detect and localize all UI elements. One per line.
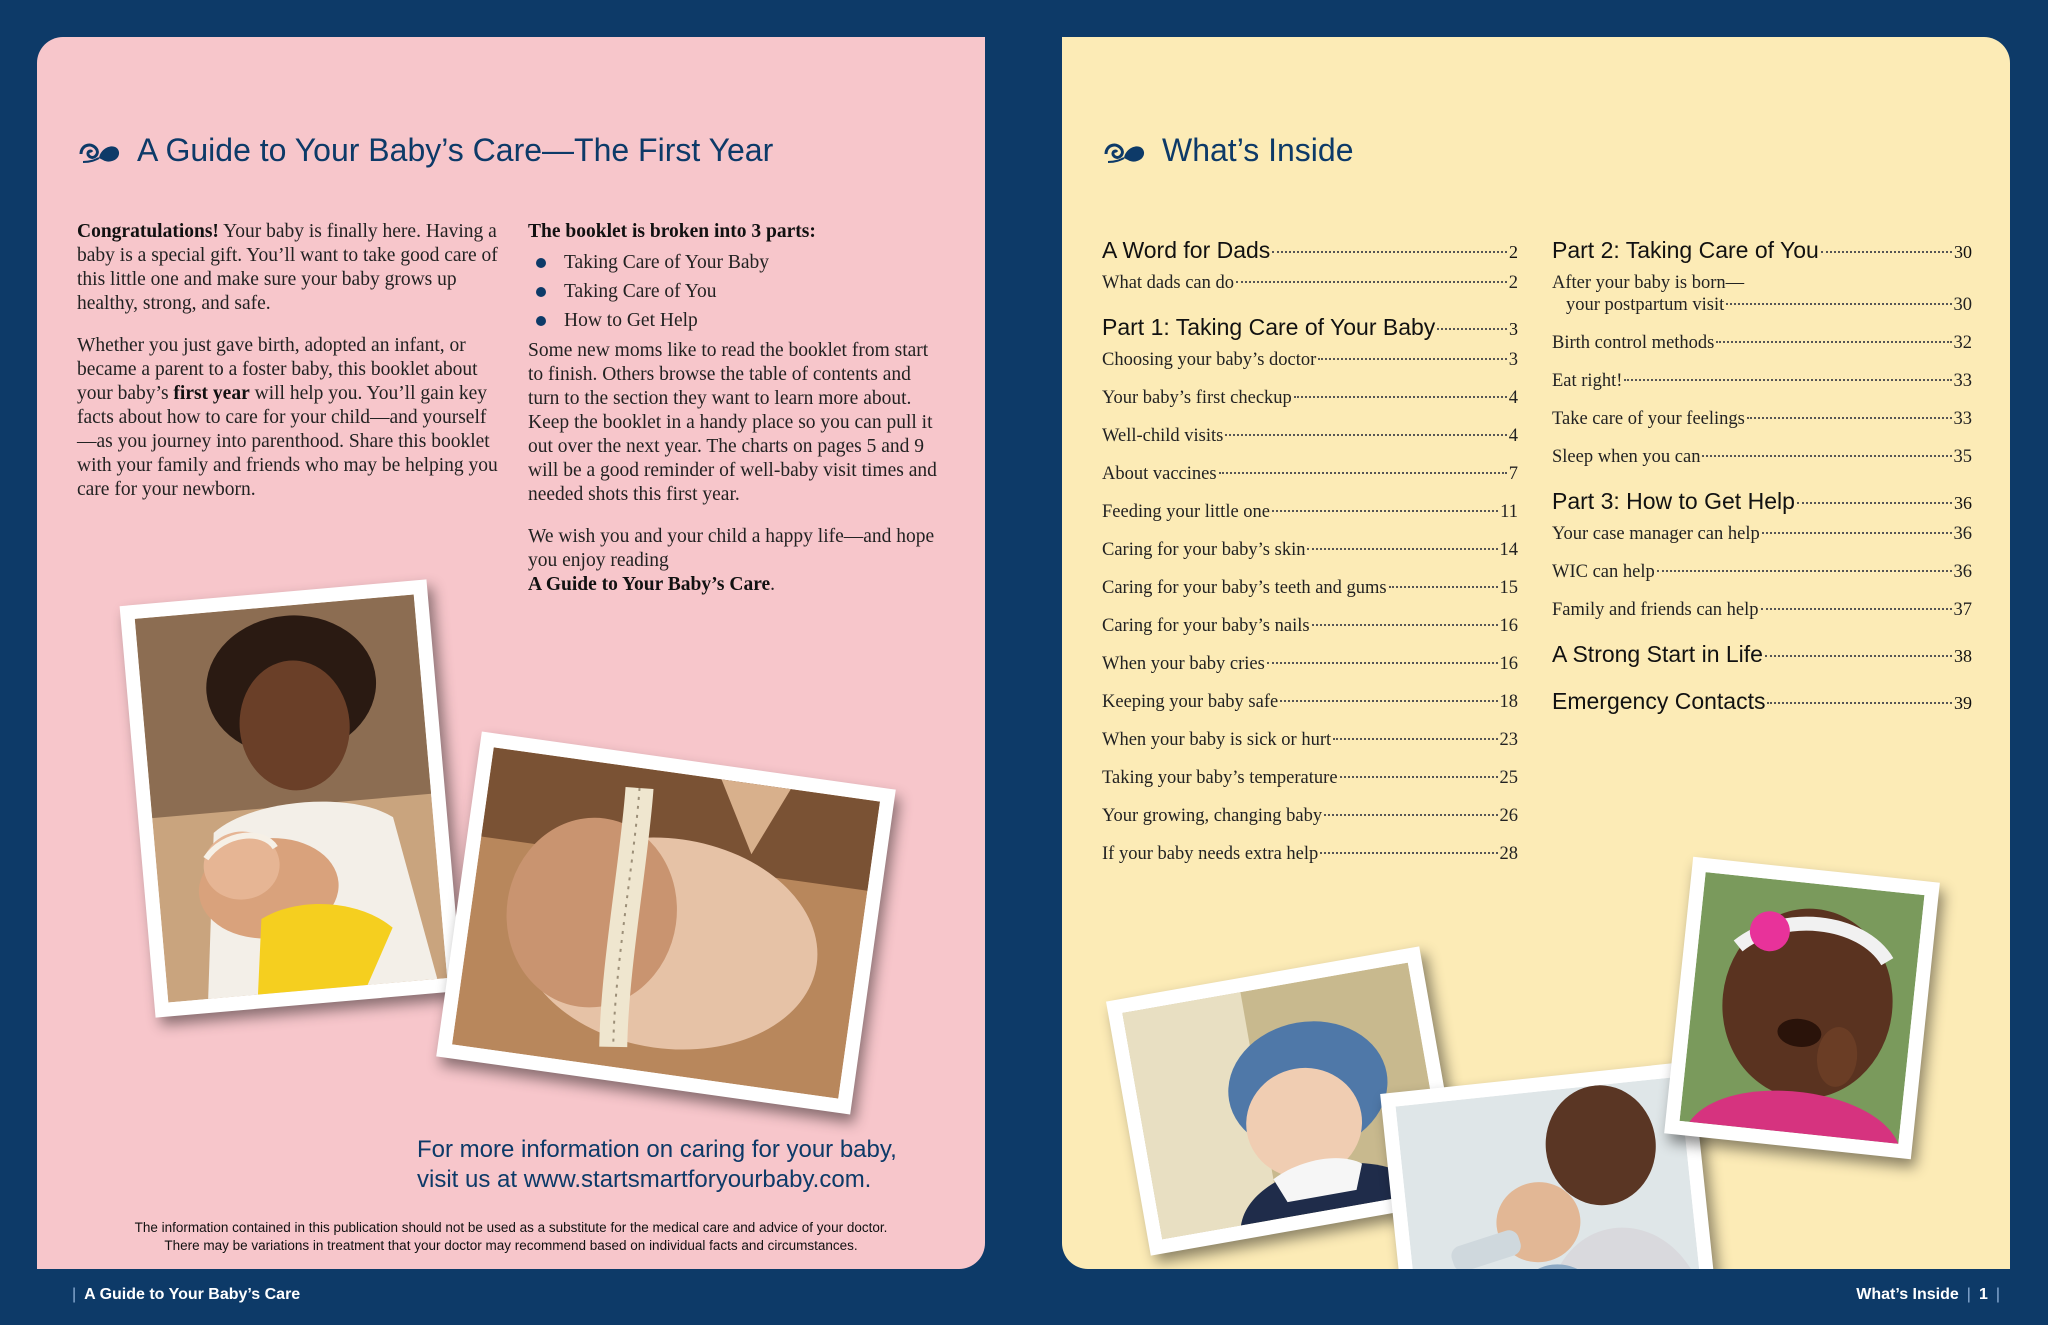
toc-entry-title: Part 1: Taking Care of Your Baby [1102,314,1436,340]
toc-dot-leader [1340,776,1498,778]
toc-dot-leader [1762,532,1952,534]
toc-page-number: 30 [1953,295,1972,315]
parts-list [528,248,938,335]
toc-page-number: 28 [1499,844,1518,864]
toc-entry[interactable] [1552,332,1972,354]
toc-entry-title: Choosing your baby’s doctor [1102,350,1317,370]
website-link[interactable]: visit us at www.startsmartforyourbaby.com. [417,1166,872,1193]
toc-entry-title: Caring for your baby’s skin [1102,540,1306,560]
toc-page-number: 18 [1499,692,1518,712]
toc-dot-leader [1333,738,1497,740]
toc-dot-leader [1761,608,1952,610]
more-info [417,1135,977,1195]
toc-entry[interactable] [1102,349,1518,371]
toc-entry-title: Family and friends can help [1552,600,1759,620]
footer-right-title: What’s Inside [1856,1286,1959,1303]
left-page [37,37,985,1269]
toc-entry-title: Caring for your baby’s teeth and gums [1102,578,1387,598]
toc-entry[interactable] [1102,387,1518,409]
intro-text-1: Your baby is finally here. Having a baby is a special gift. You’ll want to take good care of this little one and make sure your baby grows up healthy, strong, and safe. [77,221,498,314]
toc-page-number: 33 [1953,409,1972,429]
toc-entry[interactable] [1552,370,1972,392]
first-year-text: first year [173,383,250,404]
toc-dot-leader [1267,662,1498,664]
toc-entry-title: Sleep when you can [1552,447,1701,467]
toc-entry-title: When your baby cries [1102,654,1265,674]
toc-page-number: 38 [1954,646,1972,666]
toc-entry-title: Keeping your baby safe [1102,692,1279,712]
toc-page-number: 16 [1499,616,1518,636]
toc-dot-leader [1307,548,1497,550]
list-item: How to Get Help [528,306,938,335]
toc-entry[interactable] [1102,691,1518,713]
toc-dot-leader [1797,502,1952,504]
toc-dot-leader [1716,341,1951,343]
toc-entry[interactable] [1102,577,1518,599]
toc-dot-leader [1657,570,1952,572]
toc-entry-line-2 [1552,294,1972,316]
toc-entry-title: WIC can help [1552,562,1655,582]
toc-section[interactable] [1102,314,1518,341]
toc-entry-title: After your baby is born— [1552,273,1745,293]
toc-entry-title: your postpartum visit [1566,295,1725,315]
toc-dot-leader [1437,328,1507,330]
toc-section[interactable] [1552,641,1972,668]
right-heading [1102,132,1354,169]
toc-entry-title: A Strong Start in Life [1552,641,1763,667]
photo-father-baby-image [1396,1077,1702,1269]
booklet-list-title: The booklet is broken into 3 parts: [528,221,816,242]
toc-page-number: 2 [1508,273,1518,293]
intro-text-2b: will help you. You’ll gain key facts about how to care for your child—and yourself—as you journey into parenthood. Share this booklet with your family and friends who may be helping you care for your newborn. [77,383,498,500]
toc-dot-leader [1236,281,1507,283]
toc-entry-title: Caring for your baby’s nails [1102,616,1310,636]
toc-entry-title: About vaccines [1102,464,1217,484]
toc-entry[interactable] [1552,561,1972,583]
disclaimer-line-1: The information contained in this publication should not be used as a substitute for the medical care and advice of your doctor. [134,1220,888,1235]
toc-page-number: 2 [1509,242,1518,262]
fleuron-icon [77,136,121,166]
footer-separator: | [72,1286,77,1303]
footer-separator: | [1995,1286,2000,1303]
toc-page-number: 26 [1499,806,1518,826]
photo-smiling-baby-image [1680,872,1925,1144]
fleuron-icon [1102,136,1146,166]
photo-father-baby [1380,1061,1717,1269]
toc-column-1 [1102,217,1518,881]
toc-dot-leader [1219,472,1507,474]
toc-entry[interactable] [1102,843,1518,865]
toc-dot-leader [1318,358,1506,360]
toc-page-number: 7 [1508,464,1518,484]
toc-dot-leader [1280,700,1497,702]
toc-page-number: 39 [1954,693,1972,713]
toc-dot-leader [1767,702,1952,704]
toc-dot-leader [1320,852,1497,854]
toc-entry-title: Well-child visits [1102,426,1224,446]
toc-entry[interactable] [1102,272,1518,294]
toc-entry-title: Birth control methods [1552,333,1715,353]
toc-dot-leader [1225,434,1506,436]
booklet-paragraph: Some new moms like to read the booklet from start to finish. Others browse the table of contents and turn to the section they want to learn more about. Keep the booklet in a handy place so you can pull it out over the next year. The charts on pages 5 and 9 will be a good reminder of well-baby visit times and needed shots this first year. [528,340,937,505]
toc-entry-title: Your case manager can help [1552,524,1760,544]
closing-text: We wish you and your child a happy life—and hope you enjoy reading [528,526,935,571]
toc-entry[interactable] [1102,805,1518,827]
toc-page-number: 36 [1953,524,1972,544]
photo-mother-baby [120,579,463,1017]
footer-right [1856,1286,2008,1304]
toc-entry-title: Part 3: How to Get Help [1552,488,1795,514]
disclaimer [37,1219,985,1255]
photo-smiling-baby [1664,857,1940,1159]
toc-dot-leader [1272,251,1507,253]
toc-section[interactable] [1552,237,1972,264]
toc-entry[interactable] [1552,272,1972,316]
toc-page-number: 11 [1500,502,1518,522]
toc-entry[interactable] [1552,523,1972,545]
toc-page-number: 14 [1499,540,1518,560]
intro-paragraph-2 [77,334,502,502]
right-page [1062,37,2010,1269]
booklet-column [528,220,938,615]
page-number: 1 [1978,1286,1988,1303]
toc-page-number: 33 [1953,371,1972,391]
toc-page-number: 16 [1499,654,1518,674]
toc-page-number: 35 [1953,447,1972,467]
toc-entry-title: Your baby’s first checkup [1102,388,1292,408]
toc-page-number: 30 [1954,242,1972,262]
toc-page-number: 3 [1509,319,1518,339]
booklet-name-text: A Guide to Your Baby’s Care [528,574,771,595]
toc-entry[interactable] [1552,408,1972,430]
toc-entry[interactable] [1102,729,1518,751]
toc-page-number: 36 [1953,562,1972,582]
photo-mother-baby-image [135,595,447,1003]
list-item: Taking Care of You [528,277,938,306]
toc-section[interactable] [1552,688,1972,715]
toc-entry-title: Take care of your feelings [1552,409,1745,429]
toc-dot-leader [1747,417,1952,419]
closing-paragraph [528,525,938,597]
toc-entry-title: Eat right! [1552,371,1623,391]
toc-dot-leader [1726,303,1951,305]
toc-dot-leader [1624,379,1951,381]
toc-entry[interactable] [1102,425,1518,447]
photo-head-measurement-image [452,747,880,1098]
toc-dot-leader [1821,251,1952,253]
left-heading-text: A Guide to Your Baby’s Care—The First Year [137,132,774,168]
toc-entry-title: Emergency Contacts [1552,688,1766,714]
intro-paragraph-1 [77,220,502,316]
toc-dot-leader [1294,396,1507,398]
toc-page-number: 4 [1508,426,1518,446]
toc-dot-leader [1324,814,1497,816]
toc-page-number: 37 [1953,600,1972,620]
toc-page-number: 15 [1499,578,1518,598]
toc-entry-title: Your growing, changing baby [1102,806,1323,826]
toc-entry[interactable] [1102,767,1518,789]
photo-head-measurement [436,732,896,1115]
disclaimer-line-2: There may be variations in treatment that your doctor may recommend based on individual facts and circumstances. [164,1238,858,1253]
toc-page-number: 4 [1508,388,1518,408]
toc-entry-title: When your baby is sick or hurt [1102,730,1332,750]
footer-left [64,1286,300,1304]
footer-left-title: A Guide to Your Baby’s Care [84,1286,301,1303]
toc-entry-title: If your baby needs extra help [1102,844,1319,864]
toc-page-number: 32 [1953,333,1972,353]
intro-text-2a: Whether you just gave birth, adopted an infant, or became a parent to a foster baby, this booklet about your baby’s [77,335,478,404]
toc-entry[interactable] [1102,539,1518,561]
right-heading-text: What’s Inside [1162,132,1354,168]
toc-page-number: 36 [1954,493,1972,513]
toc-entry[interactable] [1552,446,1972,468]
toc-entry[interactable] [1102,501,1518,523]
toc-section[interactable] [1102,237,1518,264]
toc-page-number: 3 [1508,350,1518,370]
toc-entry[interactable] [1102,653,1518,675]
congratulations-text: Congratulations! [77,221,219,242]
toc-entry[interactable] [1102,463,1518,485]
toc-dot-leader [1272,510,1498,512]
toc-entry-title: What dads can do [1102,273,1235,293]
intro-column [77,220,502,520]
toc-dot-leader [1312,624,1498,626]
toc-entry-title: Taking your baby’s temperature [1102,768,1338,788]
list-item: Taking Care of Your Baby [528,248,938,277]
toc-section[interactable] [1552,488,1972,515]
toc-entry[interactable] [1552,599,1972,621]
closing-period: . [770,574,776,595]
toc-entry-title: Part 2: Taking Care of You [1552,237,1819,263]
toc-entry-title: Feeding your little one [1102,502,1271,522]
left-heading [77,132,773,169]
more-info-line-1: For more information on caring for your baby, [417,1136,897,1163]
toc-page-number: 25 [1499,768,1518,788]
footer-separator: | [1966,1286,1971,1303]
toc-column-2 [1552,217,1972,723]
toc-dot-leader [1389,586,1498,588]
toc-page-number: 23 [1499,730,1518,750]
toc-dot-leader [1702,455,1951,457]
toc-dot-leader [1765,655,1952,657]
toc-entry-title: A Word for Dads [1102,237,1271,263]
toc-entry[interactable] [1102,615,1518,637]
